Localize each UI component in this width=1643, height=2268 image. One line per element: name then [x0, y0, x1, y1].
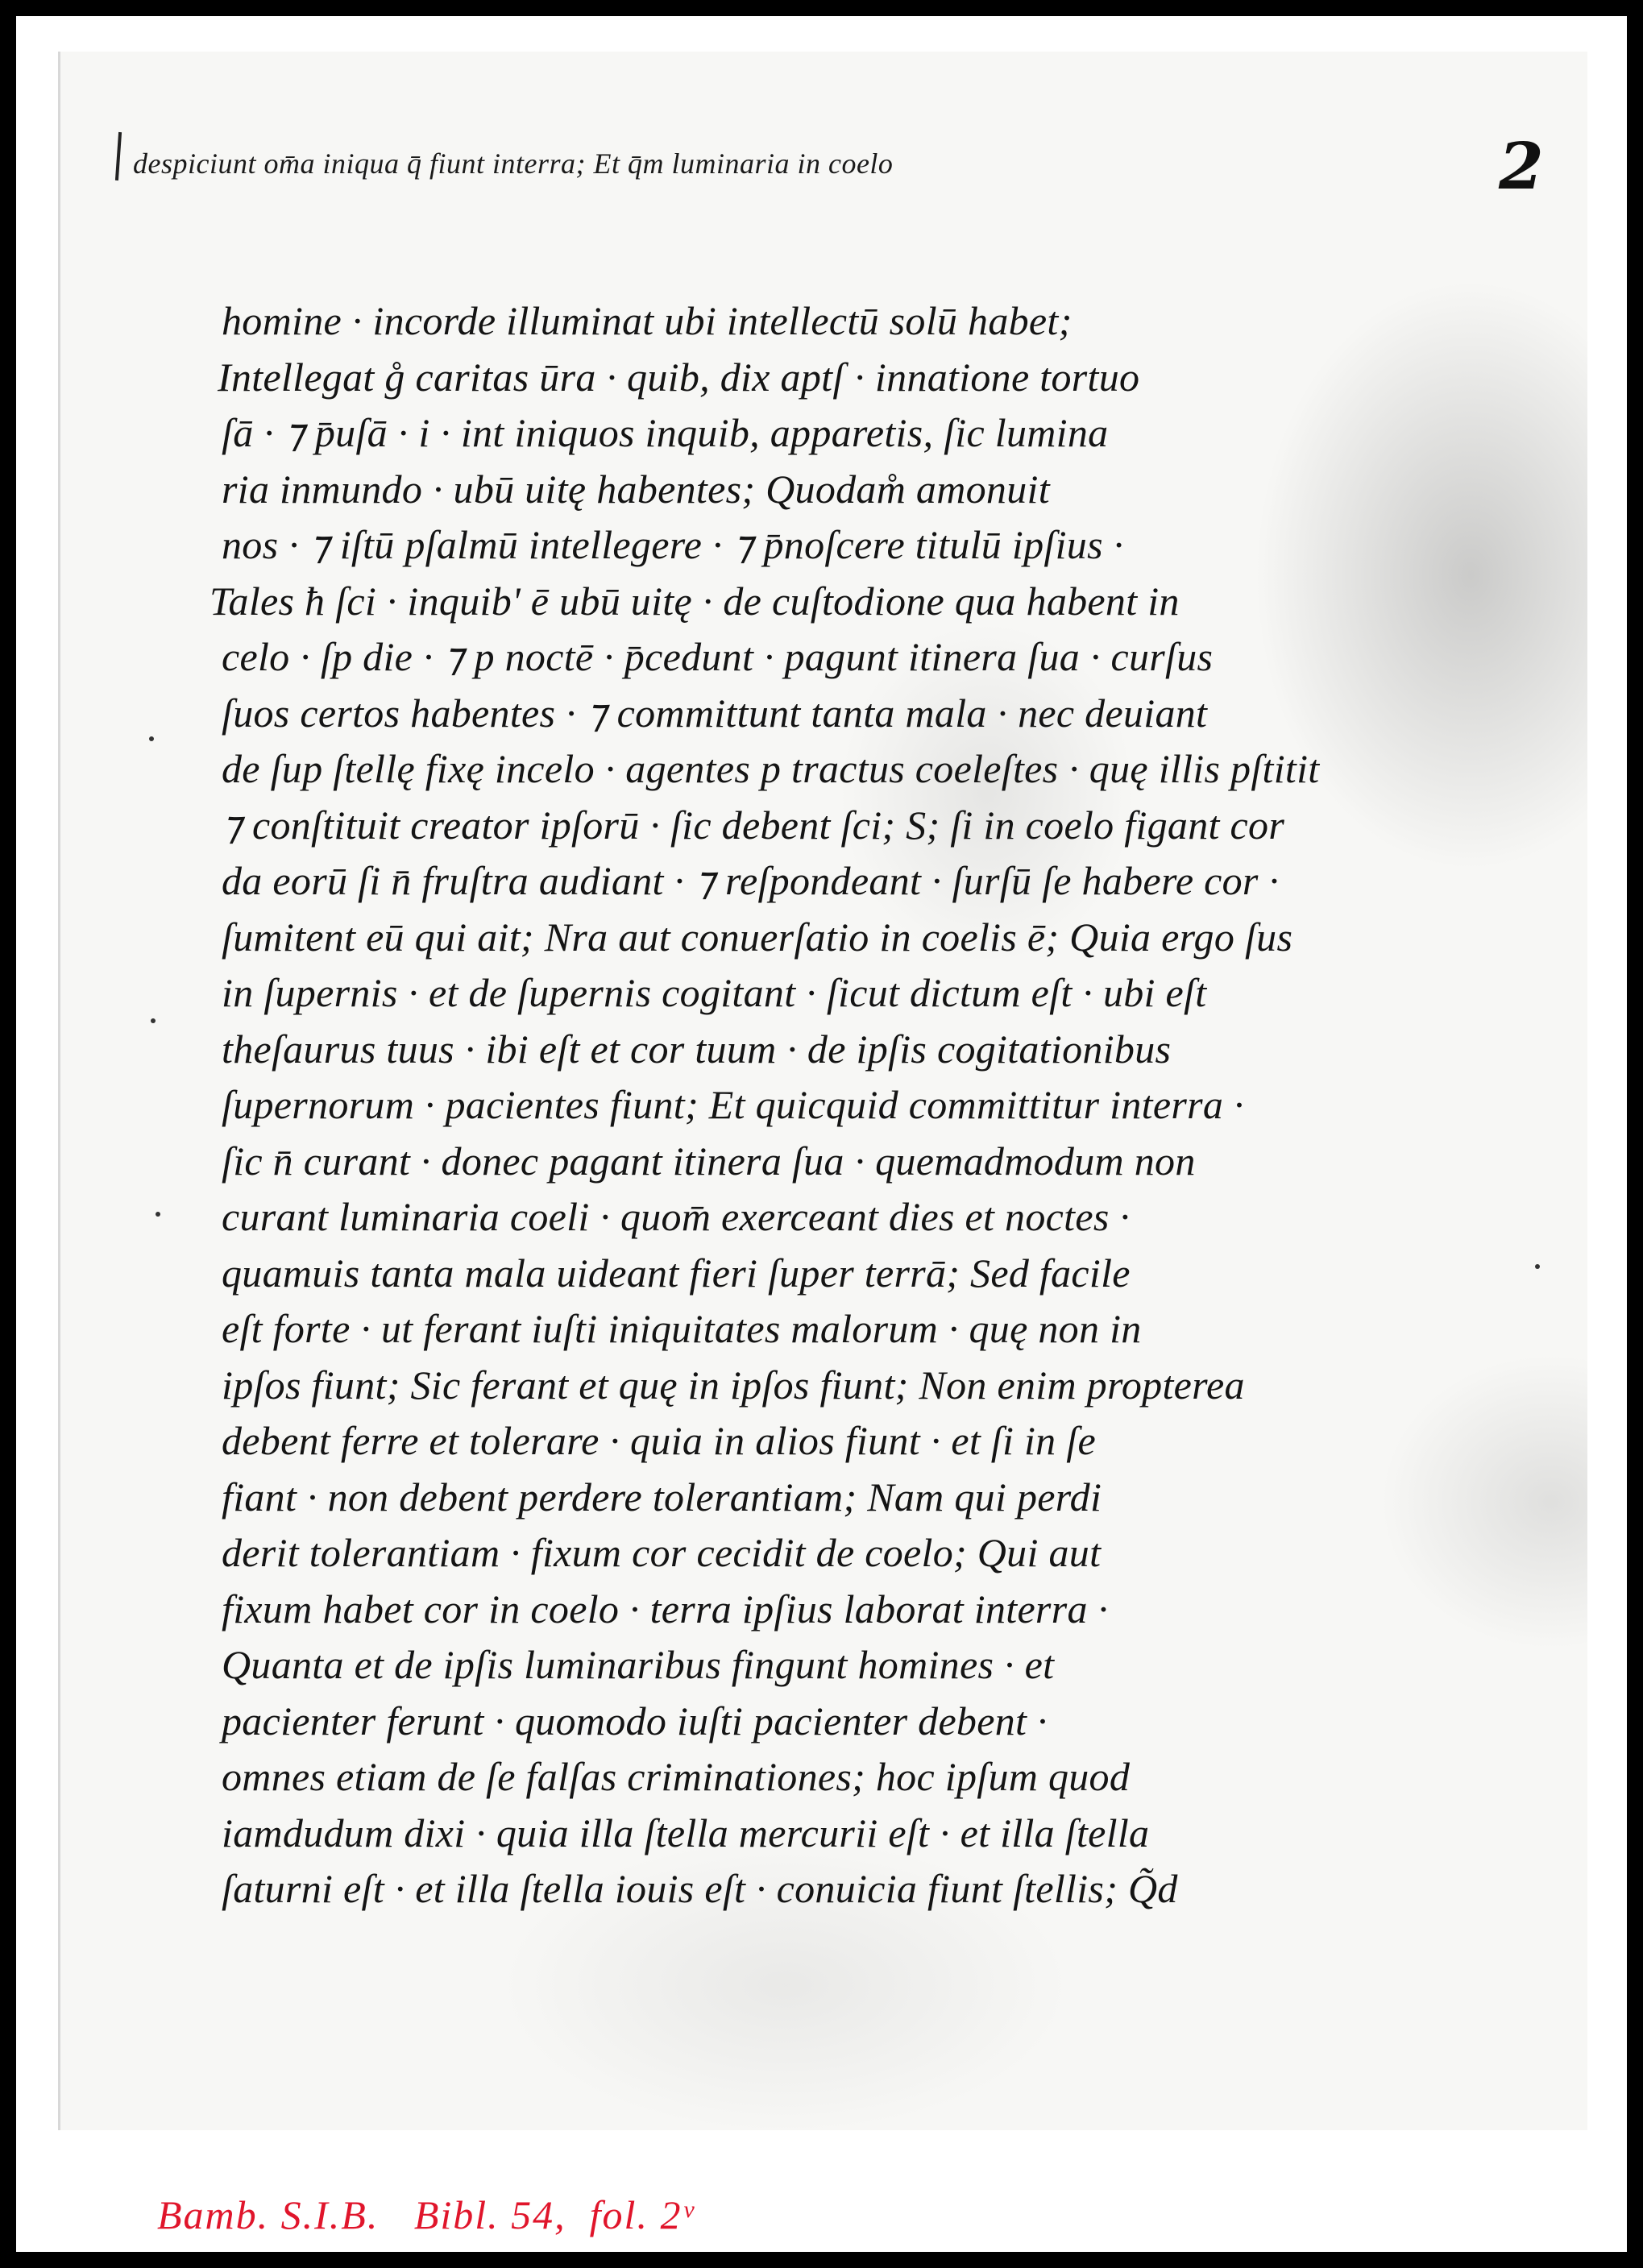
folio-number: 2	[1499, 128, 1544, 204]
text-line: eſt forte · ut ferant iuſti iniquitates malorum · quę non in	[222, 1306, 1142, 1351]
ink-dot	[1535, 1264, 1540, 1269]
text-line: fiant · non debent perdere tolerantiam; Nam qui perdi	[222, 1474, 1102, 1520]
text-line: ſaturni eſt · et illa ſtella iouis eſt · conuicia fiunt ſtellis; Q̃d	[222, 1866, 1178, 1911]
text-line: ria inmundo · ubū uitę habentes; Quodam̊ amonuit	[222, 466, 1050, 512]
text-line: Tales ħ ſci · inquib' ē ubū uitę · de cuſtodione qua habent in	[210, 578, 1180, 624]
text-line: ſā · ⁊ p̄uſā · i · int iniquos inquib, apparetis, ſic lumina	[222, 410, 1109, 455]
text-line: derit tolerantiam · fixum cor cecidit de coelo; Qui aut	[222, 1530, 1102, 1575]
text-line: theſaurus tuus · ibi eſt et cor tuum · de ipſis cogitationibus	[222, 1026, 1172, 1072]
manuscript-text	[210, 293, 1479, 1918]
text-line: celo · ſp die · ⁊ p noctē · p̄cedunt · pagunt itinera ſua · curſus	[222, 634, 1214, 679]
shelfmark-annotation: Bamb. S.I.B. Bibl. 54, fol. 2ᵛ	[157, 2192, 695, 2237]
text-line: ⁊ conſtituit creator ipſorū · ſic debent ſci; S; ſi in coelo figant cor	[222, 802, 1285, 848]
text-line: in ſupernis · et de ſupernis cogitant · ſicut dictum eſt · ubi eſt	[222, 970, 1207, 1015]
text-line: curant luminaria coeli · quom̄ exerceant dies et noctes ·	[222, 1194, 1131, 1239]
text-line: fixum habet cor in coelo · terra ipſius laborat interra ·	[222, 1586, 1109, 1632]
ink-dot	[149, 736, 154, 741]
text-line: debent ferre et tolerare · quia in alios fiunt · et ſi in ſe	[222, 1418, 1096, 1463]
text-line: ſic n̄ curant · donec pagant itinera ſua · quemadmodum non	[222, 1138, 1196, 1184]
text-line: ſumitent eū qui ait; Nra aut conuerſatio in coelis ē; Quia ergo ſus	[222, 914, 1293, 960]
text-line: omnes etiam de ſe falſas criminationes; hoc ipſum quod	[222, 1754, 1131, 1799]
ink-dot	[156, 1212, 160, 1217]
text-line: Quanta et de ipſis luminaribus fingunt homines · et	[222, 1642, 1055, 1687]
text-line: ſuos certos habentes · ⁊ committunt tanta mala · nec deuiant	[222, 690, 1208, 736]
header-note: despiciunt om̄a iniqua q̄ fiunt interra; Et q̄m luminaria in coelo	[133, 147, 894, 180]
photo-frame	[16, 16, 1627, 2252]
text-line: Intellegat g̊ caritas ūra · quib, dix aptſ · innatione tortuo	[218, 354, 1140, 400]
margin-mark	[115, 132, 122, 180]
text-line: homine · incorde illuminat ubi intellectū solū habet;	[222, 298, 1073, 343]
text-line: ſupernorum · pacientes fiunt; Et quicquid committitur interra ·	[222, 1082, 1244, 1127]
text-line: quamuis tanta mala uideant fieri ſuper terrā; Sed facile	[222, 1250, 1131, 1296]
text-line: da eorū ſi n̄ fruſtra audiant · ⁊ reſpondeant · ſurſū ſe habere cor ·	[222, 858, 1280, 903]
text-line: iamdudum dixi · quia illa ſtella mercurii eſt · et illa ſtella	[222, 1810, 1150, 1855]
text-line: ipſos fiunt; Sic ferant et quę in ipſos fiunt; Non enim propterea	[222, 1362, 1245, 1408]
text-line: de ſup ſtellę fixę incelo · agentes p tractus coeleſtes · quę illis pſtitit	[222, 746, 1320, 791]
manuscript-leaf	[58, 52, 1587, 2130]
text-line: pacienter ferunt · quomodo iuſti pacienter debent ·	[222, 1698, 1048, 1743]
ink-dot	[151, 1018, 156, 1023]
text-line: nos · ⁊ iſtū pſalmū intellegere · ⁊ p̄noſcere titulū ipſius ·	[222, 522, 1124, 567]
